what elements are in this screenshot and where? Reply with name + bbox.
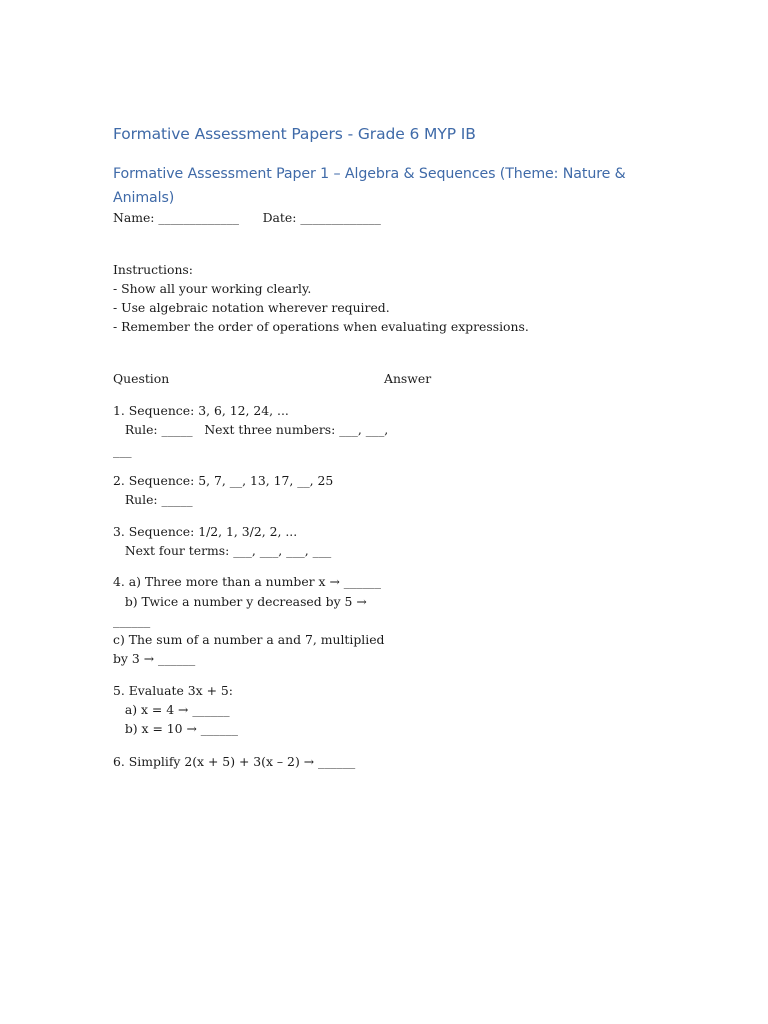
- question-3-line: Next four terms: ___, ___, ___, ___: [113, 543, 332, 558]
- question-5-line: 5. Evaluate 3x + 5:: [113, 683, 233, 698]
- document-title: Formative Assessment Papers - Grade 6 MYP IB: [113, 125, 476, 143]
- question-1-line: Rule: _____ Next three numbers: ___, ___,: [113, 422, 389, 437]
- question-2-line: 2. Sequence: 5, 7, __, 13, 17, __, 25: [113, 473, 334, 488]
- question-4-line: ______: [113, 613, 151, 628]
- instruction-item: - Use algebraic notation wherever required.: [113, 300, 390, 315]
- answer-column-header: Answer: [384, 371, 432, 386]
- question-4-line: 4. a) Three more than a number x → ______: [113, 574, 381, 589]
- question-1-line: 1. Sequence: 3, 6, 12, 24, ...: [113, 403, 289, 418]
- instruction-item: - Show all your working clearly.: [113, 281, 312, 296]
- question-4-line: b) Twice a number y decreased by 5 →: [113, 594, 367, 609]
- question-4-line: c) The sum of a number a and 7, multiplied: [113, 632, 385, 647]
- question-6-line: 6. Simplify 2(x + 5) + 3(x – 2) → ______: [113, 754, 356, 769]
- instruction-item: - Remember the order of operations when evaluating expressions.: [113, 319, 529, 334]
- question-2-line: Rule: _____: [113, 492, 193, 507]
- question-5-line: a) x = 4 → ______: [113, 702, 230, 717]
- question-5-line: b) x = 10 → ______: [113, 721, 238, 736]
- paper-subtitle: Formative Assessment Paper 1 – Algebra & Sequences (Theme: Nature & Animals): [113, 166, 626, 206]
- question-3-line: 3. Sequence: 1/2, 1, 3/2, 2, ...: [113, 524, 298, 539]
- question-column-header: Question: [113, 371, 170, 386]
- name-date-line: Name: _____________ Date: _____________: [113, 210, 381, 225]
- question-1-line: ___: [113, 443, 132, 458]
- instructions-heading: Instructions:: [113, 262, 193, 277]
- question-4-line: by 3 → ______: [113, 651, 196, 666]
